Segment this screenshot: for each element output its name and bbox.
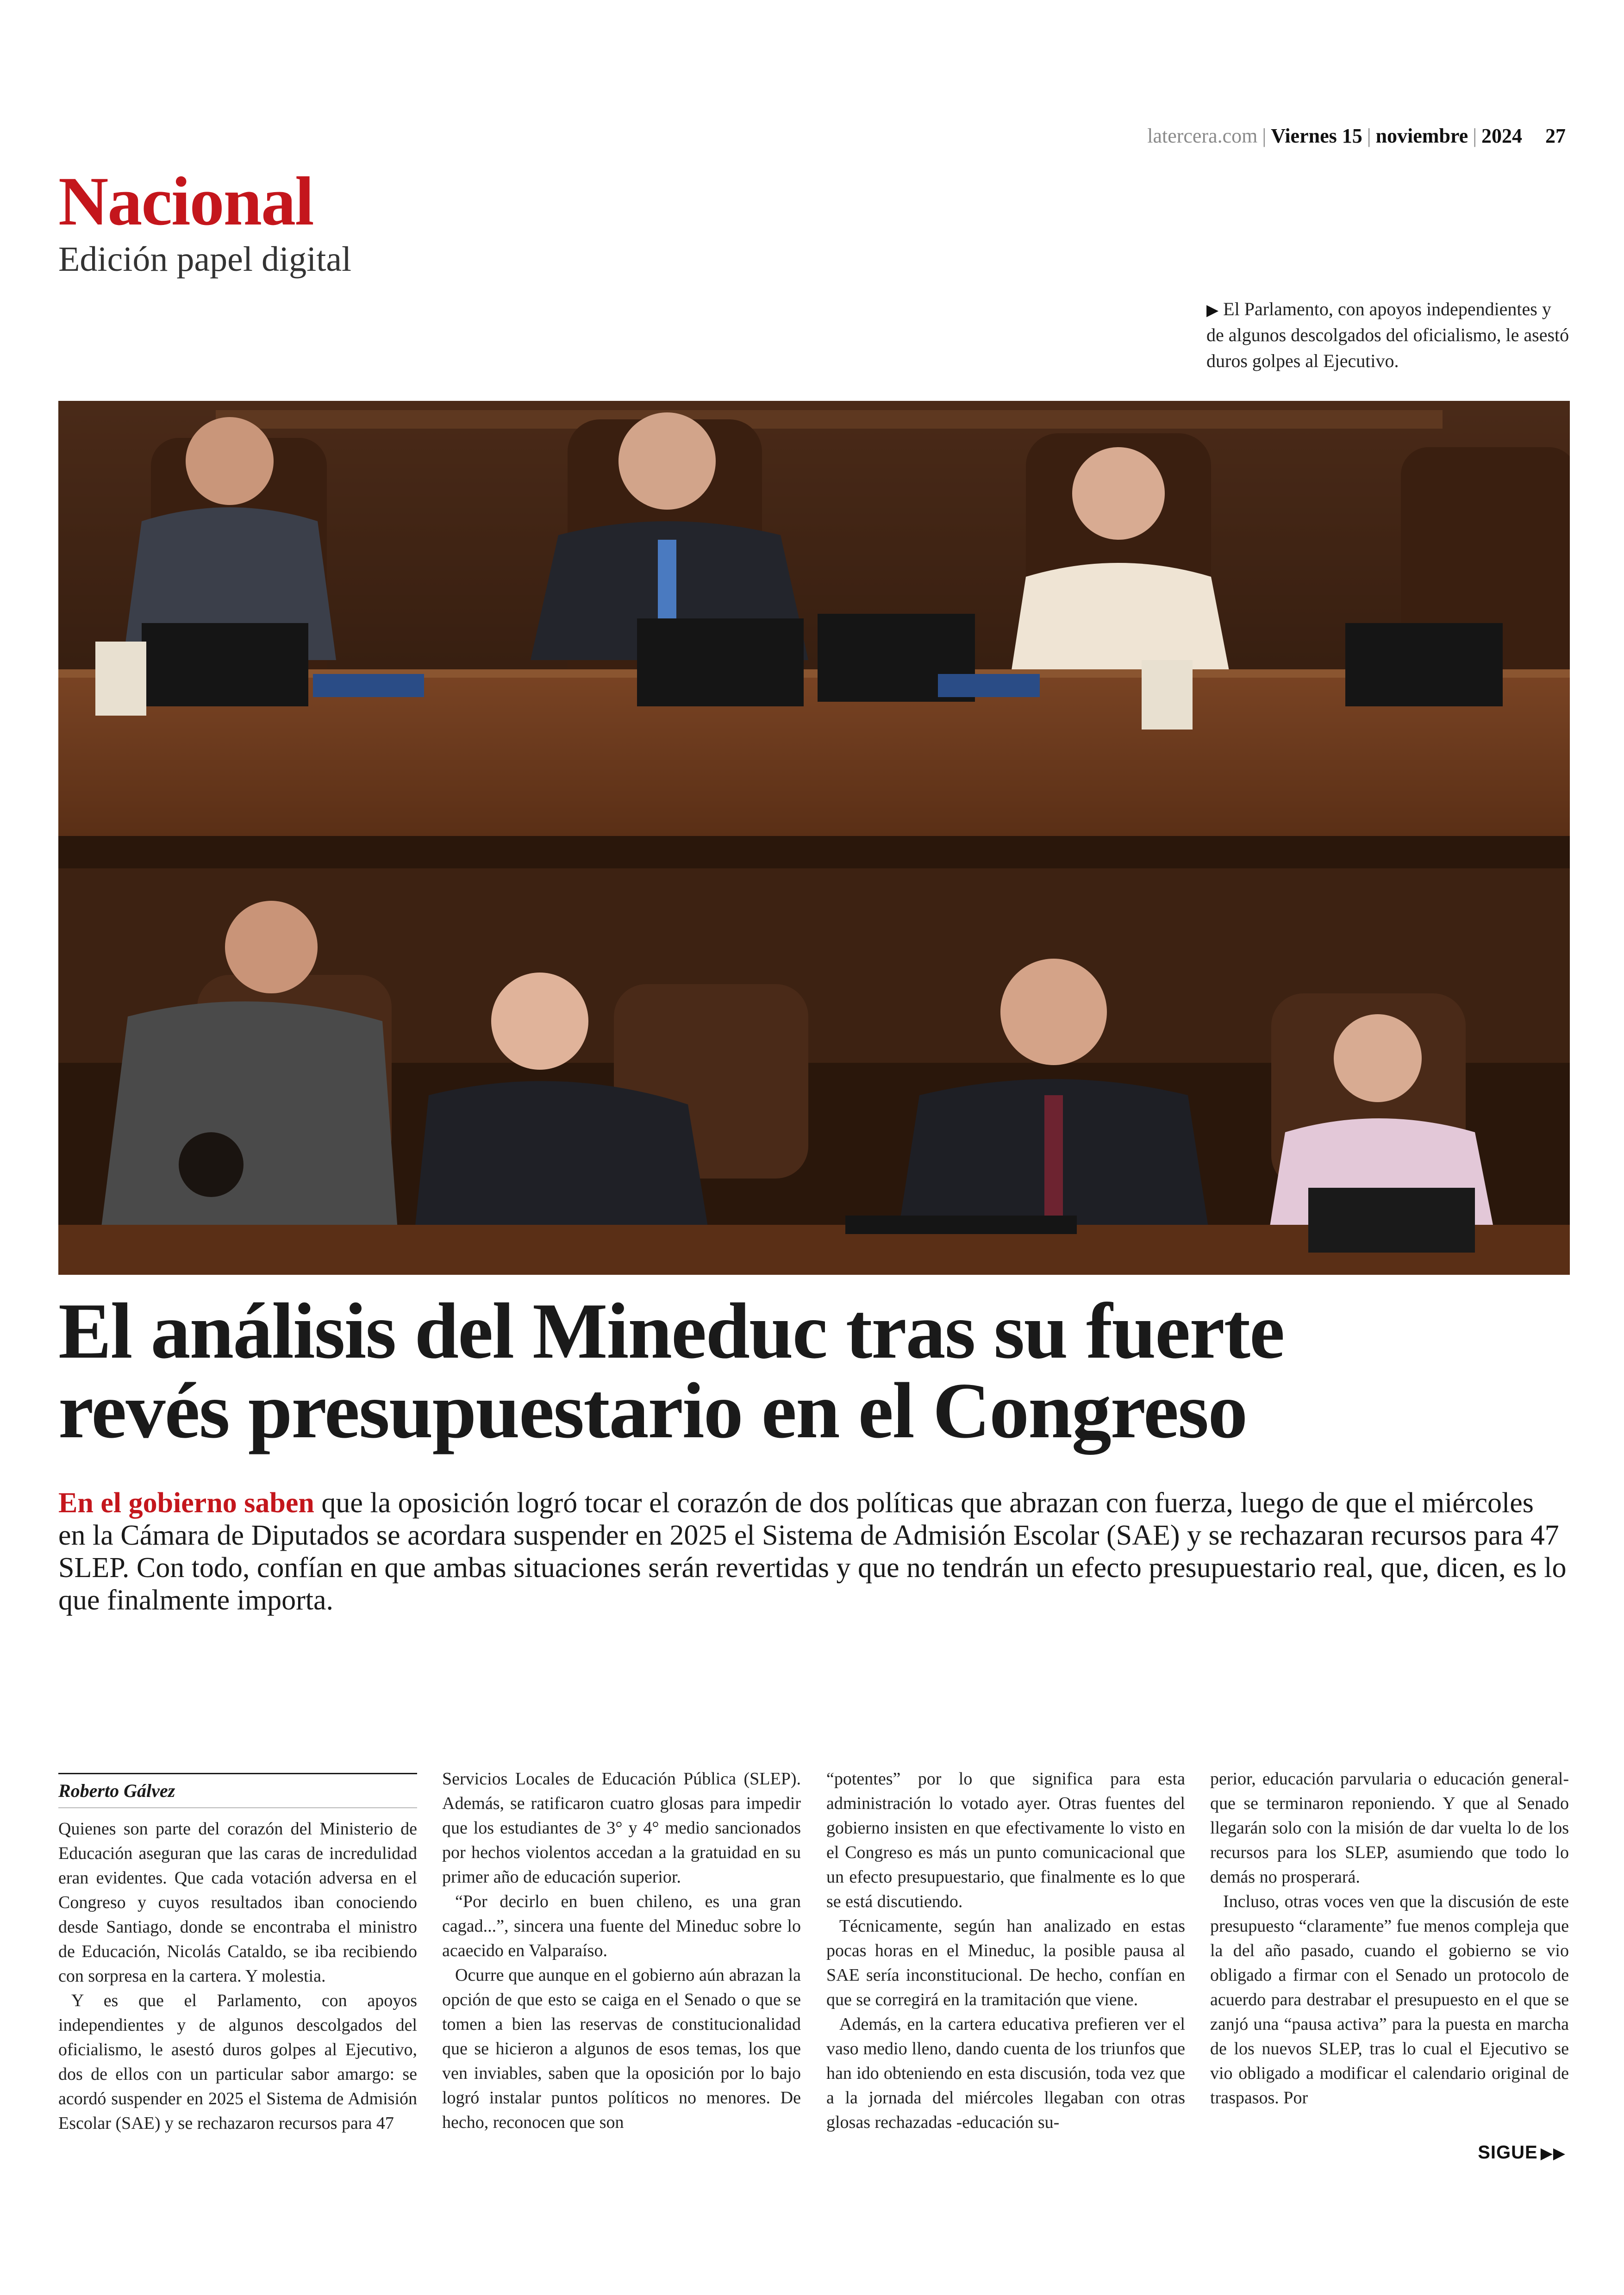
continue-arrows-icon: ▶▶ — [1540, 2145, 1566, 2162]
body-column-2 — [442, 1767, 801, 2165]
body-column-4 — [1210, 1767, 1569, 2165]
body-paragraph: Además, en la cartera educativa prefieren ver el vaso medio lleno, dando cuenta de los triunfos que han ido obteniendo en esta discusión, toda vez que a la jornada del miércoles llegaban con otras glosas rechazadas -educación su- — [826, 2014, 1185, 2132]
body-column-1 — [58, 1817, 417, 2159]
section-title: Nacional — [58, 163, 313, 240]
body-paragraph: Incluso, otras voces ven que la discusión de este presupuesto “claramente” fue menos compleja que la del año pasado, cuando el gobierno se vio obligado a firmar con el Senado un protocolo de acuerdo para destrabar el presupuesto en el que se zanjó una “pausa activa” para la puesta en marcha de los nuevos SLEP, tras lo cual el Ejecutivo se vio obligado a modificar el calendario original de traspasos. Por — [1210, 1892, 1569, 2108]
body-paragraph: perior, educación parvularia o educación general- que se terminaron reponiendo. Y que al Senado llegarán solo con la misión de dar vuelta lo de los recursos para los SLEP, asumiendo que todo lo demás no prosperará. — [1210, 1769, 1569, 1887]
page-folio: latercera.com | Viernes 15 | noviembre | 2024 27 — [1147, 125, 1566, 147]
lead-text: que la oposición logró tocar el corazón de dos políticas que abrazan con fuerza, luego de que el miércoles en la Cámara de Diputados se acordara suspender en 2025 el Sistema de Admisión Escolar (SAE) y se rechazaran recursos para 47 SLEP. Con todo, confían en que ambas situaciones serán revertidas y que no tendrán un efecto presupuestario real, que, dicen, es lo que finalmente importa. — [58, 1487, 1567, 1616]
section-subtitle: Edición papel digital — [58, 240, 352, 279]
folio-day: Viernes 15 — [1271, 125, 1362, 147]
headline-line-2: revés presupuestario en el Congreso — [58, 1367, 1247, 1455]
body-paragraph: Servicios Locales de Educación Pública (SLEP). Además, se ratificaron cuatro glosas para impedir que los estudiantes de 3° y 4° medio sancionados por hechos violentos accedan a la gratuidad en su primer año de educación superior. — [442, 1769, 801, 1887]
lead-highlight: En el gobierno saben — [58, 1487, 314, 1519]
byline: Roberto Gálvez — [58, 1773, 417, 1808]
caption-text: El Parlamento, con apoyos independientes y de algunos descolgados del oficialismo, le asestó duros golpes al Ejecutivo. — [1206, 299, 1569, 371]
continue-marker — [1478, 2142, 1566, 2163]
headline-line-1: El análisis del Mineduc tras su fuerte — [58, 1287, 1284, 1375]
body-column-3 — [826, 1767, 1185, 2165]
headline — [58, 1287, 1572, 1455]
congress-photo — [58, 401, 1570, 1275]
folio-month: noviembre — [1375, 125, 1468, 147]
lead-paragraph — [58, 1487, 1568, 1616]
body-paragraph: Ocurre que aunque en el gobierno aún abrazan la opción de que esto se caiga en el Senado o que se tomen a bien las reservas de constitucionalidad que se hicieron a algunos de esos temas, los que ven inviables, saben que la oposición por lo bajo logró instalar puntos políticos no menores. De hecho, reconocen que son — [442, 1965, 801, 2132]
folio-year: 2024 — [1481, 125, 1522, 147]
body-paragraph: Técnicamente, según han analizado en estas pocas horas en el Mineduc, la posible pausa al SAE sería inconstitucional. De hecho, confían en que se corregirá en la tramitación que viene. — [826, 1916, 1185, 2009]
caption-triangle-icon: ▶ — [1206, 302, 1219, 319]
congress-photo-illustration — [58, 401, 1570, 1275]
body-paragraph: Quienes son parte del corazón del Ministerio de Educación aseguran que las caras de incredulidad eran evidentes. Que cada votación adversa en el Congreso y cuyos resultados iban conociendo desde Santiago, donde se encontraba el ministro de Educación, Nicolás Cataldo, se iba recibiendo con sorpresa en la cartera. Y molestia. — [58, 1819, 417, 1986]
photo-caption — [1206, 296, 1572, 374]
body-paragraph: “Por decirlo en buen chileno, es una gran cagad...”, sincera una fuente del Mineduc sobre lo acaecido en Valparaíso. — [442, 1892, 801, 1960]
continue-label: SIGUE — [1478, 2142, 1538, 2163]
folio-site: latercera.com — [1147, 125, 1258, 147]
page-number: 27 — [1545, 125, 1566, 147]
body-paragraph: “potentes” por lo que significa para esta administración lo votado ayer. Otras fuentes del gobierno insisten en que efectivamente lo visto en el Congreso es más un punto comunicacional que un efecto presupuestario, que finalmente es lo que se está discutiendo. — [826, 1769, 1185, 1911]
body-paragraph: Y es que el Parlamento, con apoyos independientes y de algunos descolgados del oficialismo, le asestó duros golpes al Ejecutivo, dos de ellos con un particular sabor amargo: se acordó suspender en 2025 el Sistema de Admisión Escolar (SAE) y se rechazaron recursos para 47 — [58, 1991, 417, 2133]
